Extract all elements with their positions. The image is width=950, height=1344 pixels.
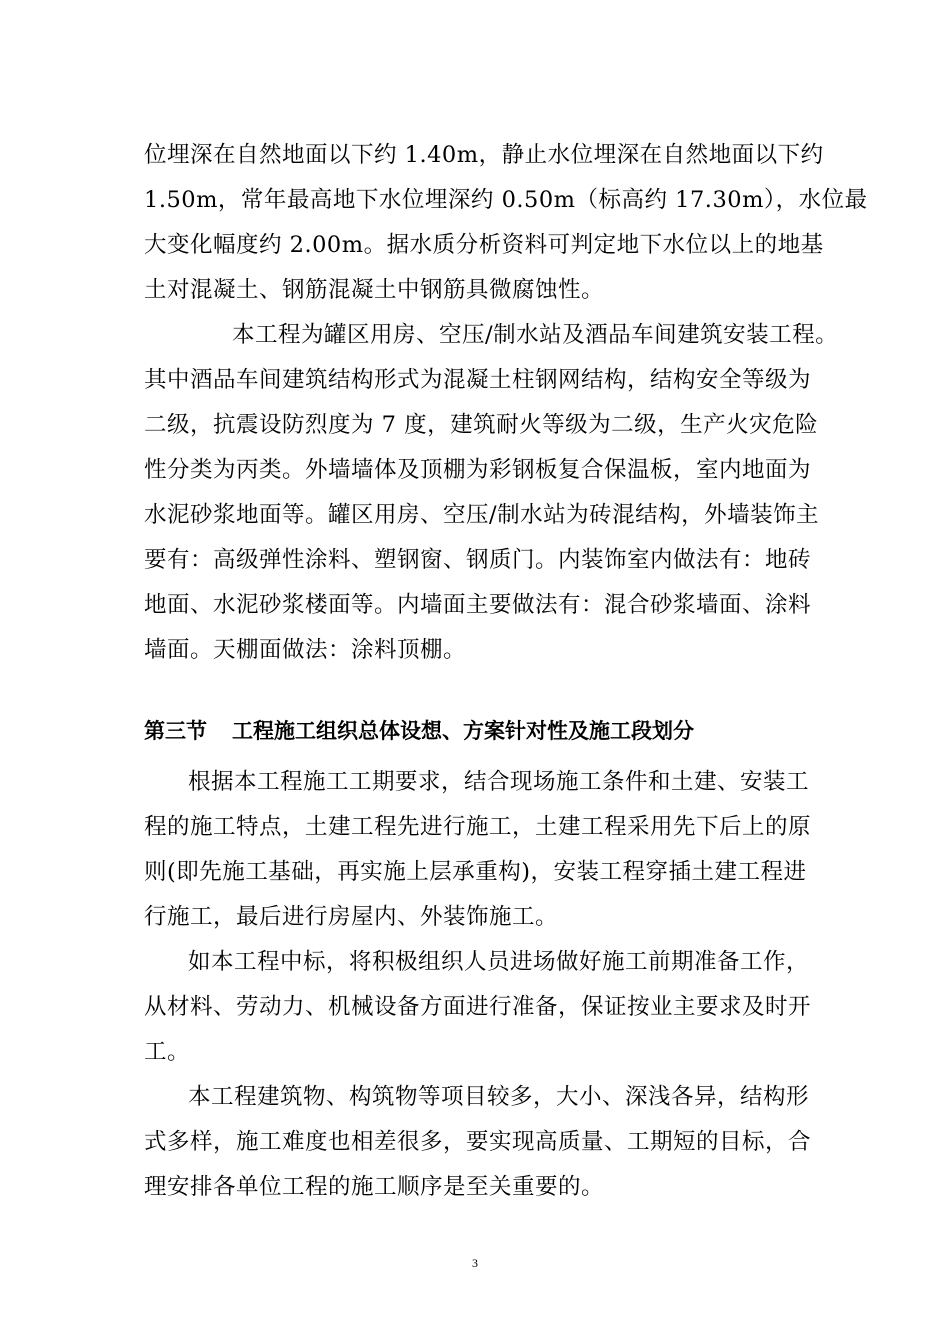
paragraph-sequence — [144, 1075, 834, 1210]
text-line: 大变化幅度约 2.00m。据水质分析资料可判定地下水位以上的地基 — [144, 232, 824, 258]
page-number: 3 — [472, 1256, 478, 1270]
paragraph-preparation — [144, 940, 834, 1075]
text-line: 地面、水泥砂浆楼面等。内墙面主要做法有：混合砂浆墙面、涂料 — [144, 592, 812, 618]
paragraph-construction-order — [144, 760, 834, 940]
text-line: 位埋深在自然地面以下约 1.40m，静止水位埋深在自然地面以下约 — [144, 142, 824, 168]
paragraph-project-overview — [144, 313, 839, 673]
text-line: 理安排各单位工程的施工顺序是至关重要的。 — [144, 1174, 605, 1200]
text-line: 式多样，施工难度也相差很多，要实现高质量、工期短的目标，合 — [144, 1129, 812, 1155]
text-line: 其中酒品车间建筑结构形式为混凝土柱钢网结构，结构安全等级为 — [144, 367, 812, 393]
text-line: 1.50m，常年最高地下水位埋深约 0.50m（标高约 17.30m），水位最 — [144, 187, 868, 213]
body-text-top — [144, 133, 868, 673]
body-text-bottom — [144, 760, 834, 1210]
text-line: 根据本工程施工工期要求，结合现场施工条件和土建、安装工 — [188, 769, 810, 795]
text-line: 从材料、劳动力、机械设备方面进行准备，保证按业主要求及时开 — [144, 994, 812, 1020]
text-line: 性分类为丙类。外墙墙体及顶棚为彩钢板复合保温板，室内地面为 — [144, 457, 812, 483]
section-number: 第三节 — [144, 719, 207, 743]
paragraph-groundwater — [144, 133, 868, 313]
text-line: 本工程为罐区用房、空压/制水站及酒品车间建筑安装工程。 — [232, 322, 839, 348]
section-title: 工程施工组织总体设想、方案针对性及施工段划分 — [232, 719, 694, 743]
text-line: 二级，抗震设防烈度为 7 度，建筑耐火等级为二级，生产火灾危险 — [144, 412, 819, 438]
text-line: 行施工，最后进行房屋内、外装饰施工。 — [144, 904, 559, 930]
text-line: 土对混凝土、钢筋混凝土中钢筋具微腐蚀性。 — [144, 277, 605, 303]
section-heading — [144, 711, 694, 751]
text-line: 则(即先施工基础，再实施上层承重构)，安装工程穿插土建工程进 — [144, 859, 807, 885]
text-line: 水泥砂浆地面等。罐区用房、空压/制水站为砖混结构，外墙装饰主 — [144, 502, 820, 528]
text-line: 程的施工特点，土建工程先进行施工，土建工程采用先下后上的原 — [144, 814, 812, 840]
text-line: 墙面。天棚面做法：涂料顶棚。 — [144, 637, 467, 663]
text-line: 要有：高级弹性涂料、塑钢窗、钢质门。内装饰室内做法有：地砖 — [144, 547, 812, 573]
text-line: 本工程建筑物、构筑物等项目较多，大小、深浅各异，结构形 — [188, 1084, 810, 1110]
text-line: 如本工程中标，将积极组织人员进场做好施工前期准备工作， — [188, 949, 810, 975]
text-line: 工。 — [144, 1039, 191, 1065]
